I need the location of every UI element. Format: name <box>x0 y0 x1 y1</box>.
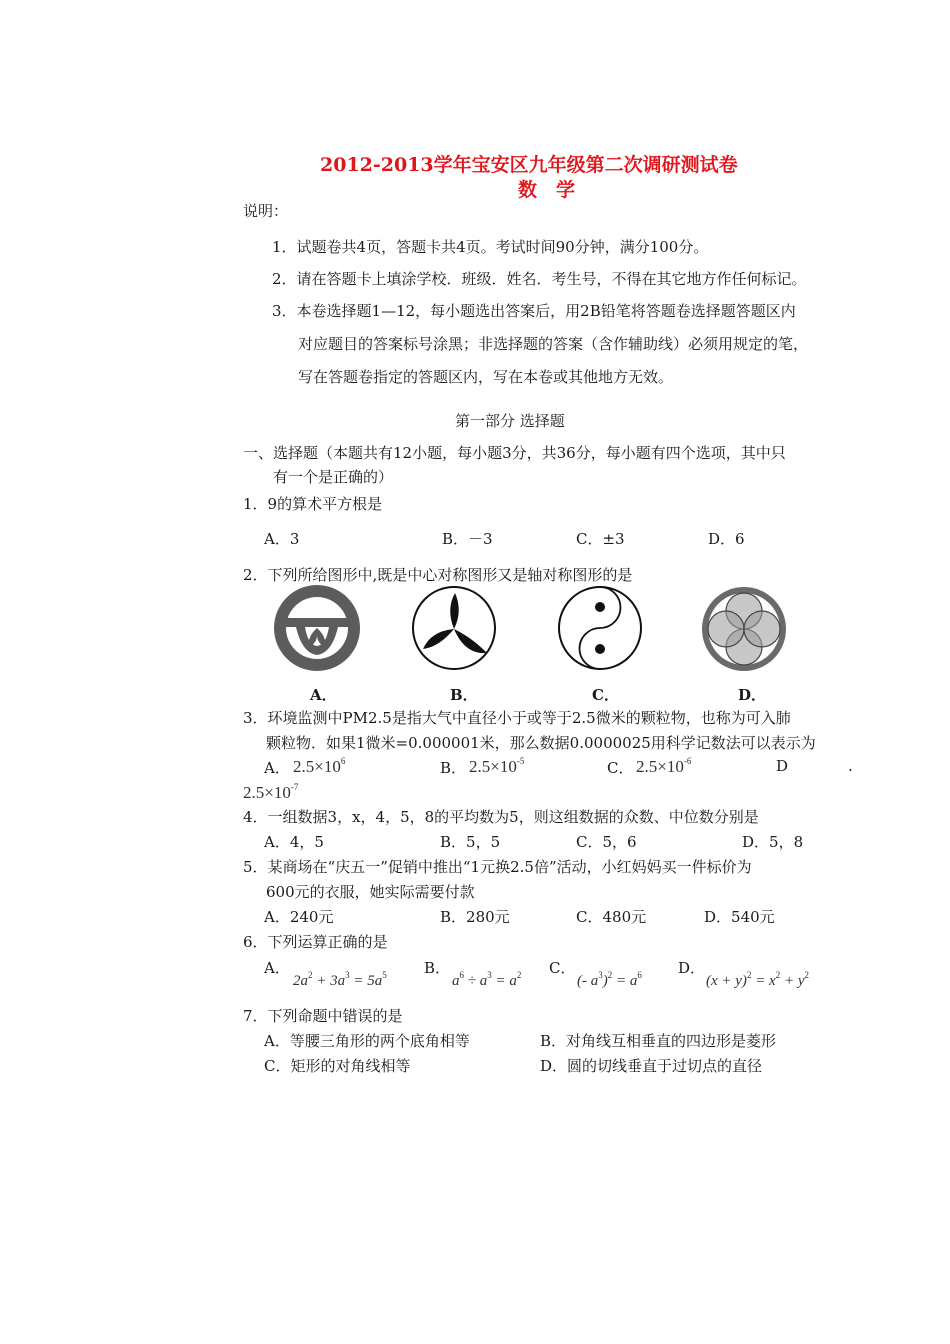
q4-stem: 4．一组数据3，x，4，5，8的平均数为5，则这组数据的众数、中位数分别是 <box>243 808 759 826</box>
q2-label-d: D． <box>738 686 767 704</box>
q7-option-c: C．矩形的对角线相等 <box>264 1057 411 1075</box>
q2-figure-a <box>274 585 360 671</box>
q6-expr-b: $a^6 \div a^3 = a^2$ <box>452 970 522 989</box>
note-3-cont-2: 写在答题卷指定的答题区内，写在本卷或其他地方无效。 <box>298 368 674 386</box>
q6-expr-c: (- $a^3)^2 = a^6$ <box>577 970 642 989</box>
q3-option-a: A． <box>264 759 290 777</box>
note-3-cont-1: 对应题目的答案标号涂黑；非选择题的答案（含作辅助线）必须用规定的笔， <box>298 335 809 353</box>
q2-stem: 2．下列所给图形中,既是中心对称图形又是轴对称图形的是 <box>243 566 633 584</box>
q1-option-c: C．±3 <box>576 530 625 548</box>
section-header: 一、选择题（本题共有12小题，每小题3分，共36分，每小题有四个选项，其中只 <box>243 444 786 462</box>
q5-option-c: C．480元 <box>576 908 647 926</box>
q2-label-a: A． <box>310 686 337 704</box>
section-header-cont: 有一个是正确的） <box>273 468 394 486</box>
note-3: 3．本卷选择题1—12，每小题选出答案后，用2B铅笔将答题卷选择题答题区内 <box>272 302 796 320</box>
q6-option-d: D． <box>678 959 706 977</box>
q3-stem: 3．环境监测中PM2.5是指大气中直径小于或等于2.5微米的颗粒物，也称为可入肺 <box>243 709 791 727</box>
note-2: 2．请在答题卡上填涂学校．班级．姓名．考生号，不得在其它地方作任何标记。 <box>272 270 807 288</box>
q6-expr-a: $2a^2 + 3a^3 = 5a^5$ <box>293 970 387 989</box>
q3-option-b: B． <box>440 759 467 777</box>
q2-label-c: C． <box>592 686 619 704</box>
q5-option-a: A．240元 <box>264 908 334 926</box>
q3-value-a: $2.5\times 10^6$ <box>293 756 346 776</box>
q7-stem: 7．下列命题中错误的是 <box>243 1007 403 1025</box>
q2-figure-d <box>700 585 788 673</box>
part-title: 第一部分 选择题 <box>455 412 565 430</box>
q4-option-a: A．4，5 <box>264 833 324 851</box>
q3-value-c: $2.5\times 10^{-6}$ <box>636 756 692 776</box>
q3-stem-cont: 颗粒物．如果1微米=0.000001米，那么数据0.0000025用科学记数法可以表示为 <box>266 734 816 752</box>
q1-option-a: A．3 <box>264 530 300 548</box>
page-title: 2012-2013学年宝安区九年级第二次调研测试卷 <box>320 154 738 176</box>
q5-stem: 5．某商场在“庆五一”促销中推出“1元换2.5倍”活动，小红妈妈买一件标价为 <box>243 858 752 876</box>
subject-title: 数 学 <box>518 179 576 201</box>
q6-stem: 6．下列运算正确的是 <box>243 933 388 951</box>
q3-option-c: C． <box>607 759 634 777</box>
q6-option-a: A． <box>264 959 290 977</box>
q6-expr-d: $(x + y)^2 = x^2 + y^2$ <box>706 970 809 989</box>
q4-option-d: D．5，8 <box>742 833 804 851</box>
q3-option-d-dot: . <box>848 757 853 775</box>
q4-option-b: B．5，5 <box>440 833 501 851</box>
q3-option-d: D <box>776 757 789 775</box>
q1-option-d: D．6 <box>708 530 745 548</box>
q7-option-a: A．等腰三角形的两个底角相等 <box>264 1032 470 1050</box>
q1-stem: 1．9的算术平方根是 <box>243 495 383 513</box>
q7-option-b: B．对角线互相垂直的四边形是菱形 <box>540 1032 777 1050</box>
q2-label-b: B． <box>450 686 478 704</box>
q3-value-b: $2.5\times 10^{-5}$ <box>469 756 525 776</box>
note-heading: 说明： <box>243 202 289 220</box>
q7-option-d: D．圆的切线垂直于过切点的直径 <box>540 1057 763 1075</box>
q5-option-b: B．280元 <box>440 908 510 926</box>
q3-value-d: $2.5\times 10^{-7}$ <box>243 782 299 802</box>
q5-option-d: D．540元 <box>704 908 775 926</box>
q2-figure-b <box>411 585 497 671</box>
q4-option-c: C．5，6 <box>576 833 637 851</box>
q5-stem-cont: 600元的衣服，她实际需要付款 <box>266 883 475 901</box>
q1-option-b: B．－3 <box>442 530 493 548</box>
q6-option-b: B． <box>424 959 451 977</box>
note-1: 1．试题卷共4页，答题卡共4页。考试时间90分钟，满分100分。 <box>272 238 709 256</box>
q6-option-c: C． <box>549 959 576 977</box>
q2-figure-c <box>557 585 643 671</box>
